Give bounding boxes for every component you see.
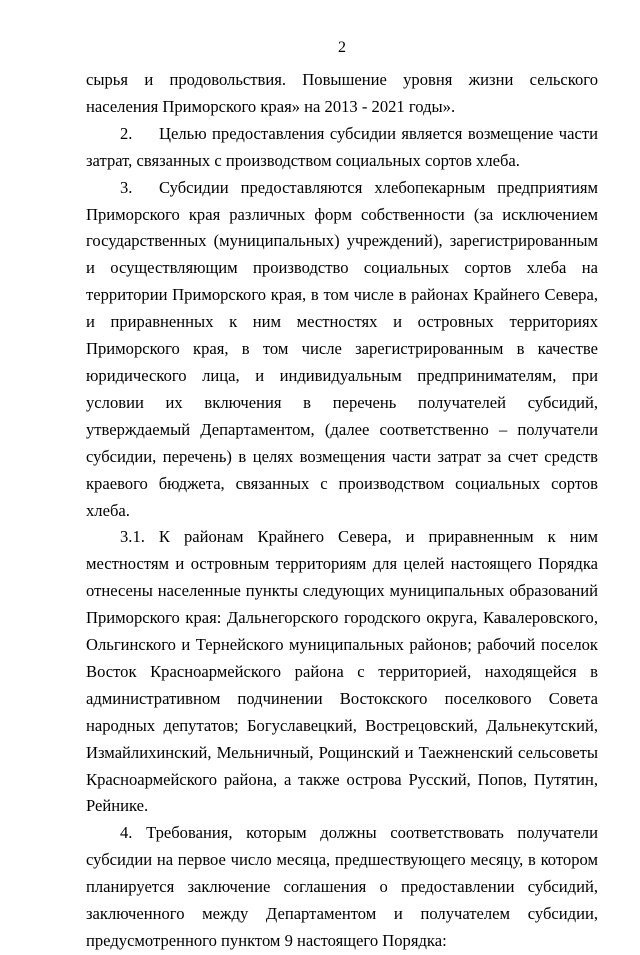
paragraph-text: Субсидии предоставляются хлебопекарным предприятиям Приморского края различных форм собственности (за исключением государственных (муниципальных) учреждений), зарегистрированным и осуществляющим производство социальных сортов хлеба на территории Приморского края, в том числе в районах Крайнего Севера, и приравненных к ним местностях и островных территориях Приморского края, в том числе зарегистрированным в качестве юридического лица, и индивидуальным предпринимателям, при условии их включения в перечень получателей субсидий, утверждаемый Департаментом, (далее соответственно – получатели субсидии, перечень) в целях возмещения части затрат за счет средств краевого бюджета, связанных с производством социальных сортов хлеба. (86, 177, 598, 520)
document-body (86, 67, 598, 955)
paragraph-item-2 (86, 121, 598, 175)
document-page (86, 0, 598, 950)
paragraph-item-3-1: 3.1. К районам Крайнего Севера, и приравненным к ним местностям и островным территориям для целей настоящего Порядка отнесены населенные пункты следующих муниципальных образований Приморского края: Дальнегорского городского округа, Кавалеровского, Ольгинского и Тернейского муниципальных районов; рабочий поселок Восток Красноармейского района с территорией, находящейся в административном подчинении Востокского поселкового Совета народных депутатов; Богуславецкий, Вострецовский, Дальнекутский, Измайлихинский, Мельничный, Рощинский и Таежненский сельсоветы Красноармейского района, а также острова Русский, Попов, Путятин, Рейнике. (86, 527, 598, 816)
paragraph-number: 2. (120, 123, 133, 143)
paragraph-number: 3. (120, 177, 133, 197)
paragraph-item-3 (86, 175, 598, 525)
paragraph-item-4: 4. Требования, которым должны соответствовать получатели субсидии на первое число месяца, предшествующего месяцу, в котором планируется заключение соглашения о предоставлении субсидий, заключенного между Департаментом и получателем субсидии, предусмотренного пунктом 9 настоящего Порядка: (86, 823, 598, 950)
page-number: 2 (338, 39, 346, 56)
paragraph-text: Целью предоставления субсидии является возмещение части затрат, связанных с производством социальных сортов хлеба. (86, 123, 598, 170)
paragraph-continuation: сырья и продовольствия. Повышение уровня жизни сельского населения Приморского края» на 2013 - 2021 годы». (86, 70, 598, 116)
